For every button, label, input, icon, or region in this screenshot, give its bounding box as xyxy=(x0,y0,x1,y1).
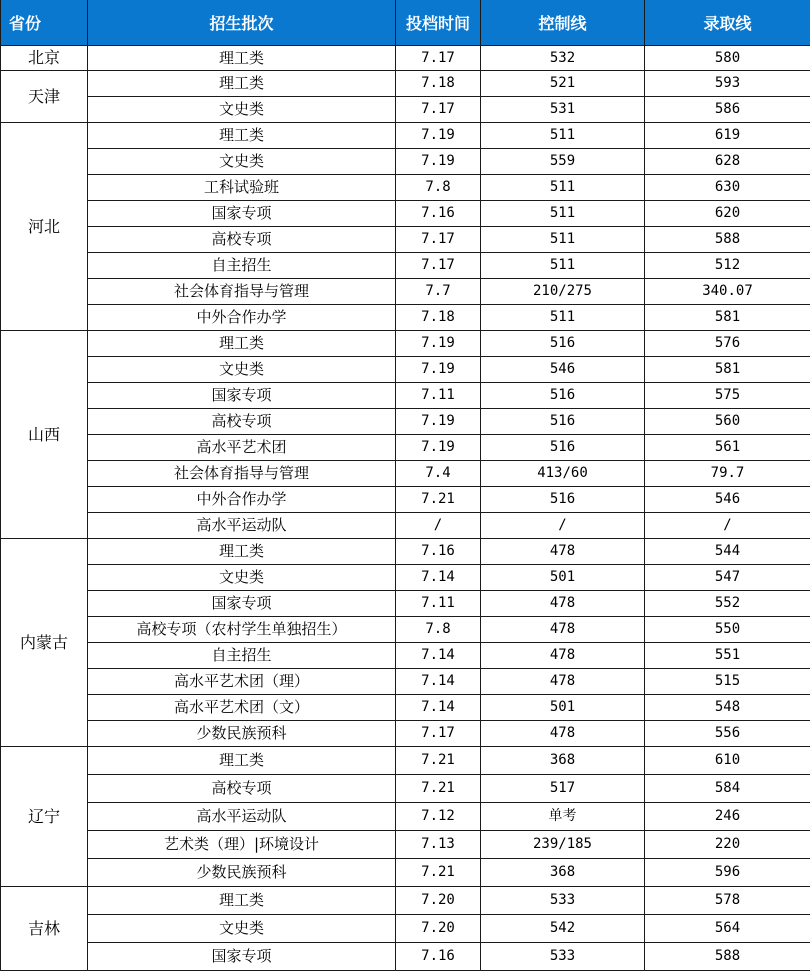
table-row xyxy=(1,695,810,721)
time-cell: 7.19 xyxy=(396,409,481,435)
control-cell: 511 xyxy=(481,123,645,149)
control-cell: 单考 xyxy=(481,803,645,831)
control-cell: 478 xyxy=(481,643,645,669)
admission-cell: 79.7 xyxy=(645,461,810,487)
time-cell: 7.16 xyxy=(396,201,481,227)
table-row xyxy=(1,747,810,775)
batch-cell: 文史类 xyxy=(88,97,396,123)
control-cell: 501 xyxy=(481,565,645,591)
batch-cell: 理工类 xyxy=(88,539,396,565)
admission-cell: 576 xyxy=(645,331,810,357)
admission-cell: 610 xyxy=(645,747,810,775)
batch-cell: 国家专项 xyxy=(88,591,396,617)
control-cell: 511 xyxy=(481,305,645,331)
batch-cell: 中外合作办学 xyxy=(88,487,396,513)
time-cell: 7.18 xyxy=(396,71,481,97)
control-cell: 478 xyxy=(481,721,645,747)
control-cell: 517 xyxy=(481,775,645,803)
batch-cell: 文史类 xyxy=(88,565,396,591)
table-row xyxy=(1,565,810,591)
table-row xyxy=(1,201,810,227)
control-cell: 368 xyxy=(481,747,645,775)
table-row xyxy=(1,859,810,887)
admission-cell: 340.07 xyxy=(645,279,810,305)
time-cell: 7.12 xyxy=(396,803,481,831)
control-cell: 516 xyxy=(481,331,645,357)
control-cell: 501 xyxy=(481,695,645,721)
admission-cell: 564 xyxy=(645,915,810,943)
admission-cell: 619 xyxy=(645,123,810,149)
batch-cell: 自主招生 xyxy=(88,643,396,669)
time-cell: 7.11 xyxy=(396,591,481,617)
table-row xyxy=(1,435,810,461)
batch-cell: 高水平艺术团（文） xyxy=(88,695,396,721)
control-cell: 516 xyxy=(481,487,645,513)
control-cell: 533 xyxy=(481,887,645,915)
time-cell: 7.19 xyxy=(396,435,481,461)
table-row xyxy=(1,669,810,695)
table-body xyxy=(1,46,810,971)
header-province: 省份 xyxy=(1,0,88,46)
batch-cell: 艺术类（理）|环境设计 xyxy=(88,831,396,859)
batch-cell: 少数民族预科 xyxy=(88,859,396,887)
admission-cell: 588 xyxy=(645,227,810,253)
table-row xyxy=(1,357,810,383)
control-cell: 511 xyxy=(481,253,645,279)
time-cell: 7.16 xyxy=(396,539,481,565)
time-cell: 7.8 xyxy=(396,617,481,643)
batch-cell: 国家专项 xyxy=(88,383,396,409)
admission-cell: 246 xyxy=(645,803,810,831)
control-cell: 511 xyxy=(481,175,645,201)
time-cell: 7.11 xyxy=(396,383,481,409)
batch-cell: 文史类 xyxy=(88,915,396,943)
admission-cell: 512 xyxy=(645,253,810,279)
control-cell: 516 xyxy=(481,409,645,435)
batch-cell: 高水平运动队 xyxy=(88,803,396,831)
admission-cell: 575 xyxy=(645,383,810,409)
control-cell: 478 xyxy=(481,617,645,643)
admission-cell: 584 xyxy=(645,775,810,803)
table-row xyxy=(1,175,810,201)
admission-cell: 578 xyxy=(645,887,810,915)
batch-cell: 国家专项 xyxy=(88,201,396,227)
time-cell: 7.21 xyxy=(396,859,481,887)
control-cell: 511 xyxy=(481,227,645,253)
table-row xyxy=(1,803,810,831)
time-cell: 7.17 xyxy=(396,46,481,71)
table-row xyxy=(1,331,810,357)
batch-cell: 高校专项 xyxy=(88,409,396,435)
admission-cell: 581 xyxy=(645,357,810,383)
admission-cell: 551 xyxy=(645,643,810,669)
table-row xyxy=(1,643,810,669)
time-cell: 7.17 xyxy=(396,97,481,123)
header-time: 投档时间 xyxy=(396,0,481,46)
time-cell: 7.21 xyxy=(396,747,481,775)
time-cell: 7.21 xyxy=(396,487,481,513)
time-cell: 7.4 xyxy=(396,461,481,487)
time-cell: 7.19 xyxy=(396,357,481,383)
admission-cell: 580 xyxy=(645,46,810,71)
table-row xyxy=(1,46,810,71)
table-row xyxy=(1,383,810,409)
admission-cell: 546 xyxy=(645,487,810,513)
batch-cell: 高校专项 xyxy=(88,227,396,253)
admission-cell: 630 xyxy=(645,175,810,201)
admission-cell: 544 xyxy=(645,539,810,565)
table-row xyxy=(1,591,810,617)
table-row xyxy=(1,887,810,915)
batch-cell: 工科试验班 xyxy=(88,175,396,201)
time-cell: 7.20 xyxy=(396,887,481,915)
table-row xyxy=(1,409,810,435)
time-cell: 7.16 xyxy=(396,943,481,971)
time-cell: 7.17 xyxy=(396,721,481,747)
province-cell: 辽宁 xyxy=(1,747,88,887)
table-row xyxy=(1,513,810,539)
batch-cell: 高水平运动队 xyxy=(88,513,396,539)
time-cell: 7.17 xyxy=(396,253,481,279)
time-cell: 7.8 xyxy=(396,175,481,201)
batch-cell: 自主招生 xyxy=(88,253,396,279)
table-row xyxy=(1,617,810,643)
table-row xyxy=(1,915,810,943)
time-cell: 7.7 xyxy=(396,279,481,305)
admission-cell: 581 xyxy=(645,305,810,331)
table-row xyxy=(1,831,810,859)
batch-cell: 高水平艺术团（理） xyxy=(88,669,396,695)
control-cell: 478 xyxy=(481,669,645,695)
time-cell: 7.19 xyxy=(396,149,481,175)
table-row xyxy=(1,539,810,565)
province-cell: 吉林 xyxy=(1,887,88,971)
time-cell: 7.19 xyxy=(396,123,481,149)
table-row xyxy=(1,775,810,803)
table-row xyxy=(1,461,810,487)
admission-cell: 560 xyxy=(645,409,810,435)
batch-cell: 理工类 xyxy=(88,46,396,71)
control-cell: 516 xyxy=(481,383,645,409)
admission-cell: 220 xyxy=(645,831,810,859)
batch-cell: 中外合作办学 xyxy=(88,305,396,331)
time-cell: 7.13 xyxy=(396,831,481,859)
time-cell: 7.18 xyxy=(396,305,481,331)
table-row xyxy=(1,487,810,513)
province-cell: 北京 xyxy=(1,46,88,71)
control-cell: 516 xyxy=(481,435,645,461)
batch-cell: 文史类 xyxy=(88,149,396,175)
time-cell: 7.14 xyxy=(396,643,481,669)
admission-cell: 588 xyxy=(645,943,810,971)
batch-cell: 国家专项 xyxy=(88,943,396,971)
time-cell: 7.21 xyxy=(396,775,481,803)
table-row xyxy=(1,253,810,279)
control-cell: 542 xyxy=(481,915,645,943)
header-batch: 招生批次 xyxy=(88,0,396,46)
table-row xyxy=(1,279,810,305)
control-cell: 368 xyxy=(481,859,645,887)
header-control: 控制线 xyxy=(481,0,645,46)
table-row xyxy=(1,227,810,253)
control-cell: 532 xyxy=(481,46,645,71)
batch-cell: 社会体育指导与管理 xyxy=(88,461,396,487)
province-cell: 河北 xyxy=(1,123,88,331)
admission-cell: 515 xyxy=(645,669,810,695)
admission-cell: 552 xyxy=(645,591,810,617)
batch-cell: 少数民族预科 xyxy=(88,721,396,747)
time-cell: 7.20 xyxy=(396,915,481,943)
admission-cell: 586 xyxy=(645,97,810,123)
control-cell: 239/185 xyxy=(481,831,645,859)
admission-cell: / xyxy=(645,513,810,539)
batch-cell: 高水平艺术团 xyxy=(88,435,396,461)
time-cell: / xyxy=(396,513,481,539)
control-cell: 478 xyxy=(481,539,645,565)
admission-cell: 596 xyxy=(645,859,810,887)
time-cell: 7.14 xyxy=(396,669,481,695)
time-cell: 7.17 xyxy=(396,227,481,253)
admission-cell: 548 xyxy=(645,695,810,721)
time-cell: 7.19 xyxy=(396,331,481,357)
control-cell: 511 xyxy=(481,201,645,227)
control-cell: / xyxy=(481,513,645,539)
control-cell: 210/275 xyxy=(481,279,645,305)
table-row xyxy=(1,721,810,747)
batch-cell: 理工类 xyxy=(88,71,396,97)
control-cell: 413/60 xyxy=(481,461,645,487)
admission-cell: 561 xyxy=(645,435,810,461)
province-cell: 天津 xyxy=(1,71,88,123)
batch-cell: 文史类 xyxy=(88,357,396,383)
time-cell: 7.14 xyxy=(396,565,481,591)
control-cell: 521 xyxy=(481,71,645,97)
batch-cell: 社会体育指导与管理 xyxy=(88,279,396,305)
control-cell: 531 xyxy=(481,97,645,123)
header-admission: 录取线 xyxy=(645,0,810,46)
time-cell: 7.14 xyxy=(396,695,481,721)
table-row xyxy=(1,123,810,149)
table-header xyxy=(1,0,810,46)
batch-cell: 理工类 xyxy=(88,747,396,775)
table-row xyxy=(1,71,810,97)
admission-cell: 550 xyxy=(645,617,810,643)
batch-cell: 理工类 xyxy=(88,123,396,149)
table-row xyxy=(1,943,810,971)
control-cell: 533 xyxy=(481,943,645,971)
admission-cell: 628 xyxy=(645,149,810,175)
table-row xyxy=(1,149,810,175)
admission-cell: 593 xyxy=(645,71,810,97)
province-cell: 山西 xyxy=(1,331,88,539)
province-cell: 内蒙古 xyxy=(1,539,88,747)
header-row xyxy=(1,0,810,46)
batch-cell: 理工类 xyxy=(88,887,396,915)
batch-cell: 理工类 xyxy=(88,331,396,357)
control-cell: 546 xyxy=(481,357,645,383)
table-row xyxy=(1,305,810,331)
batch-cell: 高校专项（农村学生单独招生） xyxy=(88,617,396,643)
control-cell: 478 xyxy=(481,591,645,617)
admission-cell: 556 xyxy=(645,721,810,747)
control-cell: 559 xyxy=(481,149,645,175)
admission-cell: 620 xyxy=(645,201,810,227)
table-row xyxy=(1,97,810,123)
batch-cell: 高校专项 xyxy=(88,775,396,803)
admission-cell: 547 xyxy=(645,565,810,591)
